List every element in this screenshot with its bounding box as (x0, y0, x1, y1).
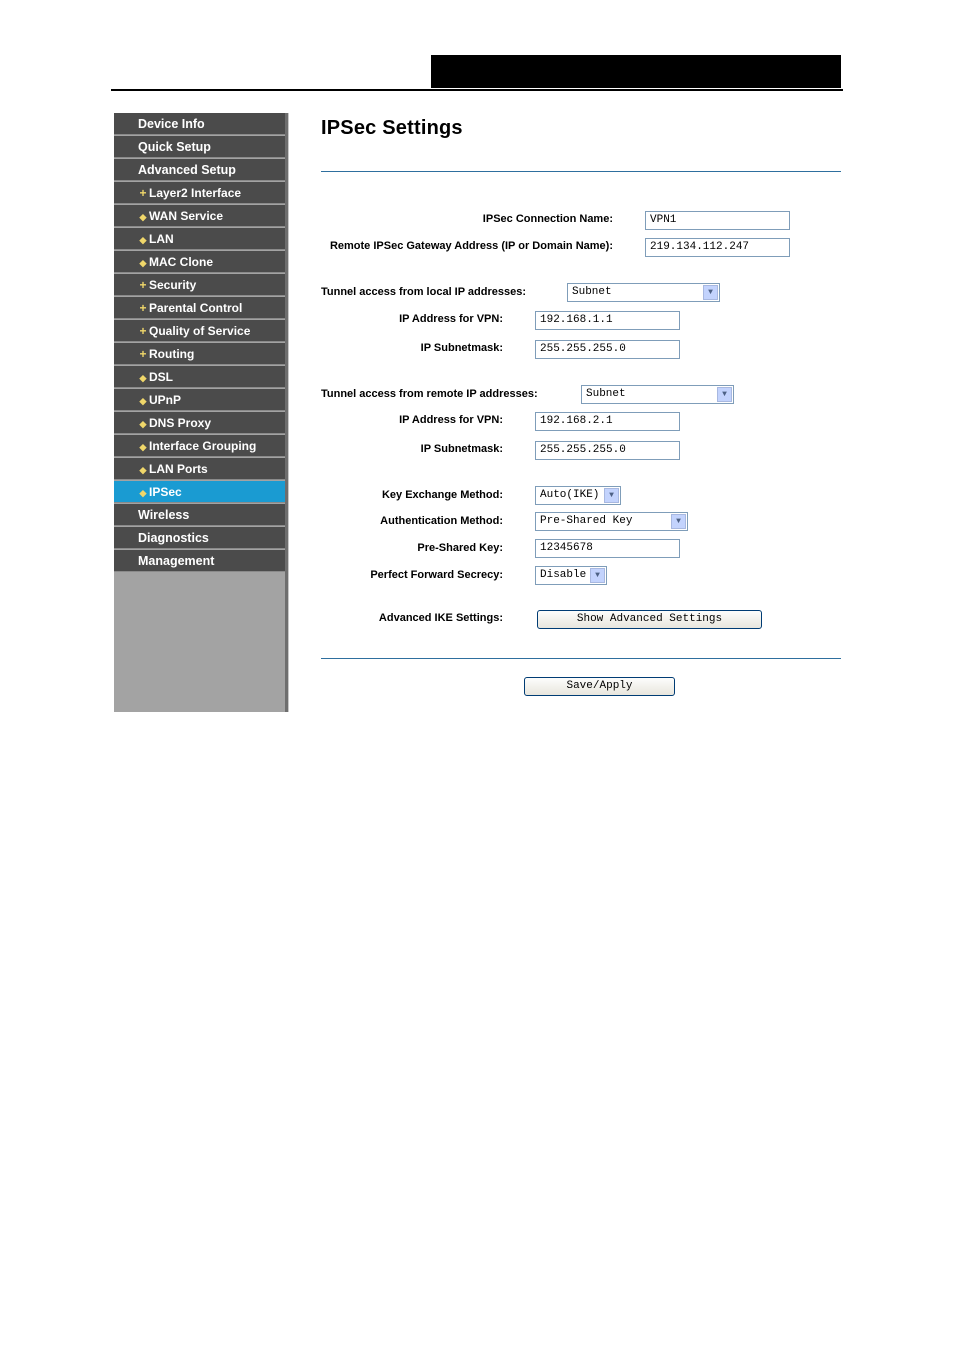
local-access-label: Tunnel access from local IP addresses: (321, 286, 527, 298)
sidebar-item-label: Wireless (138, 508, 190, 522)
page-title: IPSec Settings (321, 117, 463, 139)
connection-name-input[interactable]: VPN1 (645, 211, 790, 230)
chevron-down-icon: ▼ (604, 488, 619, 503)
sidebar-item-wireless[interactable] (114, 504, 285, 526)
sidebar-item-layer2-interface[interactable] (114, 182, 285, 204)
remote-gateway-input[interactable]: 219.134.112.247 (645, 238, 790, 257)
auth-method-value: Pre-Shared Key (540, 515, 633, 527)
pfs-label: Perfect Forward Secrecy: (370, 569, 503, 581)
sidebar-nav (114, 113, 285, 712)
sidebar-item-wan-service[interactable] (114, 205, 285, 227)
sidebar-item-label: Advanced Setup (138, 163, 236, 177)
sidebar-item-label: Quality of Service (149, 324, 251, 338)
expand-plus-icon: + (139, 301, 147, 315)
pfs-select[interactable] (535, 566, 607, 585)
pfs-value: Disable (540, 569, 587, 581)
sidebar-item-device-info[interactable] (114, 113, 285, 135)
auth-method-select[interactable] (535, 512, 688, 531)
chevron-down-icon: ▼ (717, 387, 732, 402)
bullet-icon: ◆ (139, 488, 147, 498)
sidebar-item-lan-ports[interactable] (114, 458, 285, 480)
sidebar-item-security[interactable] (114, 274, 285, 296)
remote-access-value: Subnet (586, 388, 626, 400)
psk-input[interactable]: 12345678 (535, 539, 680, 558)
bullet-icon: ◆ (139, 212, 147, 222)
sidebar-item-label: IPSec (149, 485, 182, 499)
sidebar-item-quick-setup[interactable] (114, 136, 285, 158)
sidebar-item-label: Routing (149, 347, 195, 361)
sidebar-item-advanced-setup[interactable] (114, 159, 285, 181)
key-exchange-label: Key Exchange Method: (381, 489, 503, 501)
sidebar-item-label: Diagnostics (138, 531, 209, 545)
sidebar-item-parental-control[interactable] (114, 297, 285, 319)
sidebar-item-diagnostics[interactable] (114, 527, 285, 549)
remote-access-label: Tunnel access from remote IP addresses: (321, 388, 538, 400)
remote-mask-label: IP Subnetmask: (420, 443, 503, 455)
local-ip-input[interactable]: 192.168.1.1 (535, 311, 680, 330)
chevron-down-icon: ▼ (671, 514, 686, 529)
bullet-icon: ◆ (139, 235, 147, 245)
chevron-down-icon: ▼ (703, 285, 718, 300)
document-header-bar (431, 55, 841, 88)
bullet-icon: ◆ (139, 396, 147, 406)
sidebar-item-lan[interactable] (114, 228, 285, 250)
bullet-icon: ◆ (139, 442, 147, 452)
remote-gateway-label: Remote IPSec Gateway Address (IP or Domain Name): (329, 240, 613, 252)
save-apply-button[interactable]: Save/Apply (524, 677, 675, 696)
remote-ip-label: IP Address for VPN: (399, 414, 503, 426)
remote-access-select[interactable] (581, 385, 734, 404)
sidebar-item-dsl[interactable] (114, 366, 285, 388)
sidebar-item-label: Security (149, 278, 197, 292)
sidebar-item-label: Layer2 Interface (149, 186, 242, 200)
bullet-icon: ◆ (139, 373, 147, 383)
connection-name-label: IPSec Connection Name: (482, 213, 613, 225)
expand-plus-icon: + (139, 278, 147, 292)
local-access-value: Subnet (572, 286, 612, 298)
sidebar-item-label: Management (138, 554, 215, 568)
footer-divider (321, 658, 841, 659)
sidebar-item-label: LAN (149, 232, 174, 246)
sidebar-item-label: WAN Service (149, 209, 224, 223)
bullet-icon: ◆ (139, 258, 147, 268)
sidebar-item-label: DNS Proxy (149, 416, 212, 430)
document-header-rule (111, 89, 843, 91)
sidebar-item-label: Interface Grouping (149, 439, 257, 453)
sidebar-item-dns-proxy[interactable] (114, 412, 285, 434)
key-exchange-value: Auto(IKE) (540, 489, 600, 501)
remote-ip-input[interactable]: 192.168.2.1 (535, 412, 680, 431)
chevron-down-icon: ▼ (590, 568, 605, 583)
sidebar-item-label: Device Info (138, 117, 205, 131)
expand-plus-icon: + (139, 324, 147, 338)
sidebar-item-label: Parental Control (149, 301, 243, 315)
sidebar-item-label: UPnP (149, 393, 182, 407)
sidebar-item-interface-grouping[interactable] (114, 435, 285, 457)
advanced-ike-label: Advanced IKE Settings: (378, 612, 503, 624)
auth-method-label: Authentication Method: (380, 515, 503, 527)
sidebar-item-ipsec[interactable] (114, 481, 285, 503)
bullet-icon: ◆ (139, 419, 147, 429)
psk-label: Pre-Shared Key: (417, 542, 503, 554)
bullet-icon: ◆ (139, 465, 147, 475)
key-exchange-select[interactable] (535, 486, 621, 505)
sidebar-item-mac-clone[interactable] (114, 251, 285, 273)
expand-plus-icon: + (139, 186, 147, 200)
sidebar-item-label: LAN Ports (149, 462, 208, 476)
sidebar-item-routing[interactable] (114, 343, 285, 365)
title-divider (321, 171, 841, 172)
sidebar-item-label: DSL (149, 370, 173, 384)
remote-mask-input[interactable]: 255.255.255.0 (535, 441, 680, 460)
sidebar-item-upnp[interactable] (114, 389, 285, 411)
sidebar-item-quality-of-service[interactable] (114, 320, 285, 342)
local-ip-label: IP Address for VPN: (399, 313, 503, 325)
local-mask-label: IP Subnetmask: (420, 342, 503, 354)
sidebar-item-label: MAC Clone (149, 255, 213, 269)
expand-plus-icon: + (139, 347, 147, 361)
local-mask-input[interactable]: 255.255.255.0 (535, 340, 680, 359)
sidebar-item-label: Quick Setup (138, 140, 211, 154)
show-advanced-settings-button[interactable]: Show Advanced Settings (537, 610, 762, 629)
sidebar-item-management[interactable] (114, 550, 285, 572)
local-access-select[interactable] (567, 283, 720, 302)
